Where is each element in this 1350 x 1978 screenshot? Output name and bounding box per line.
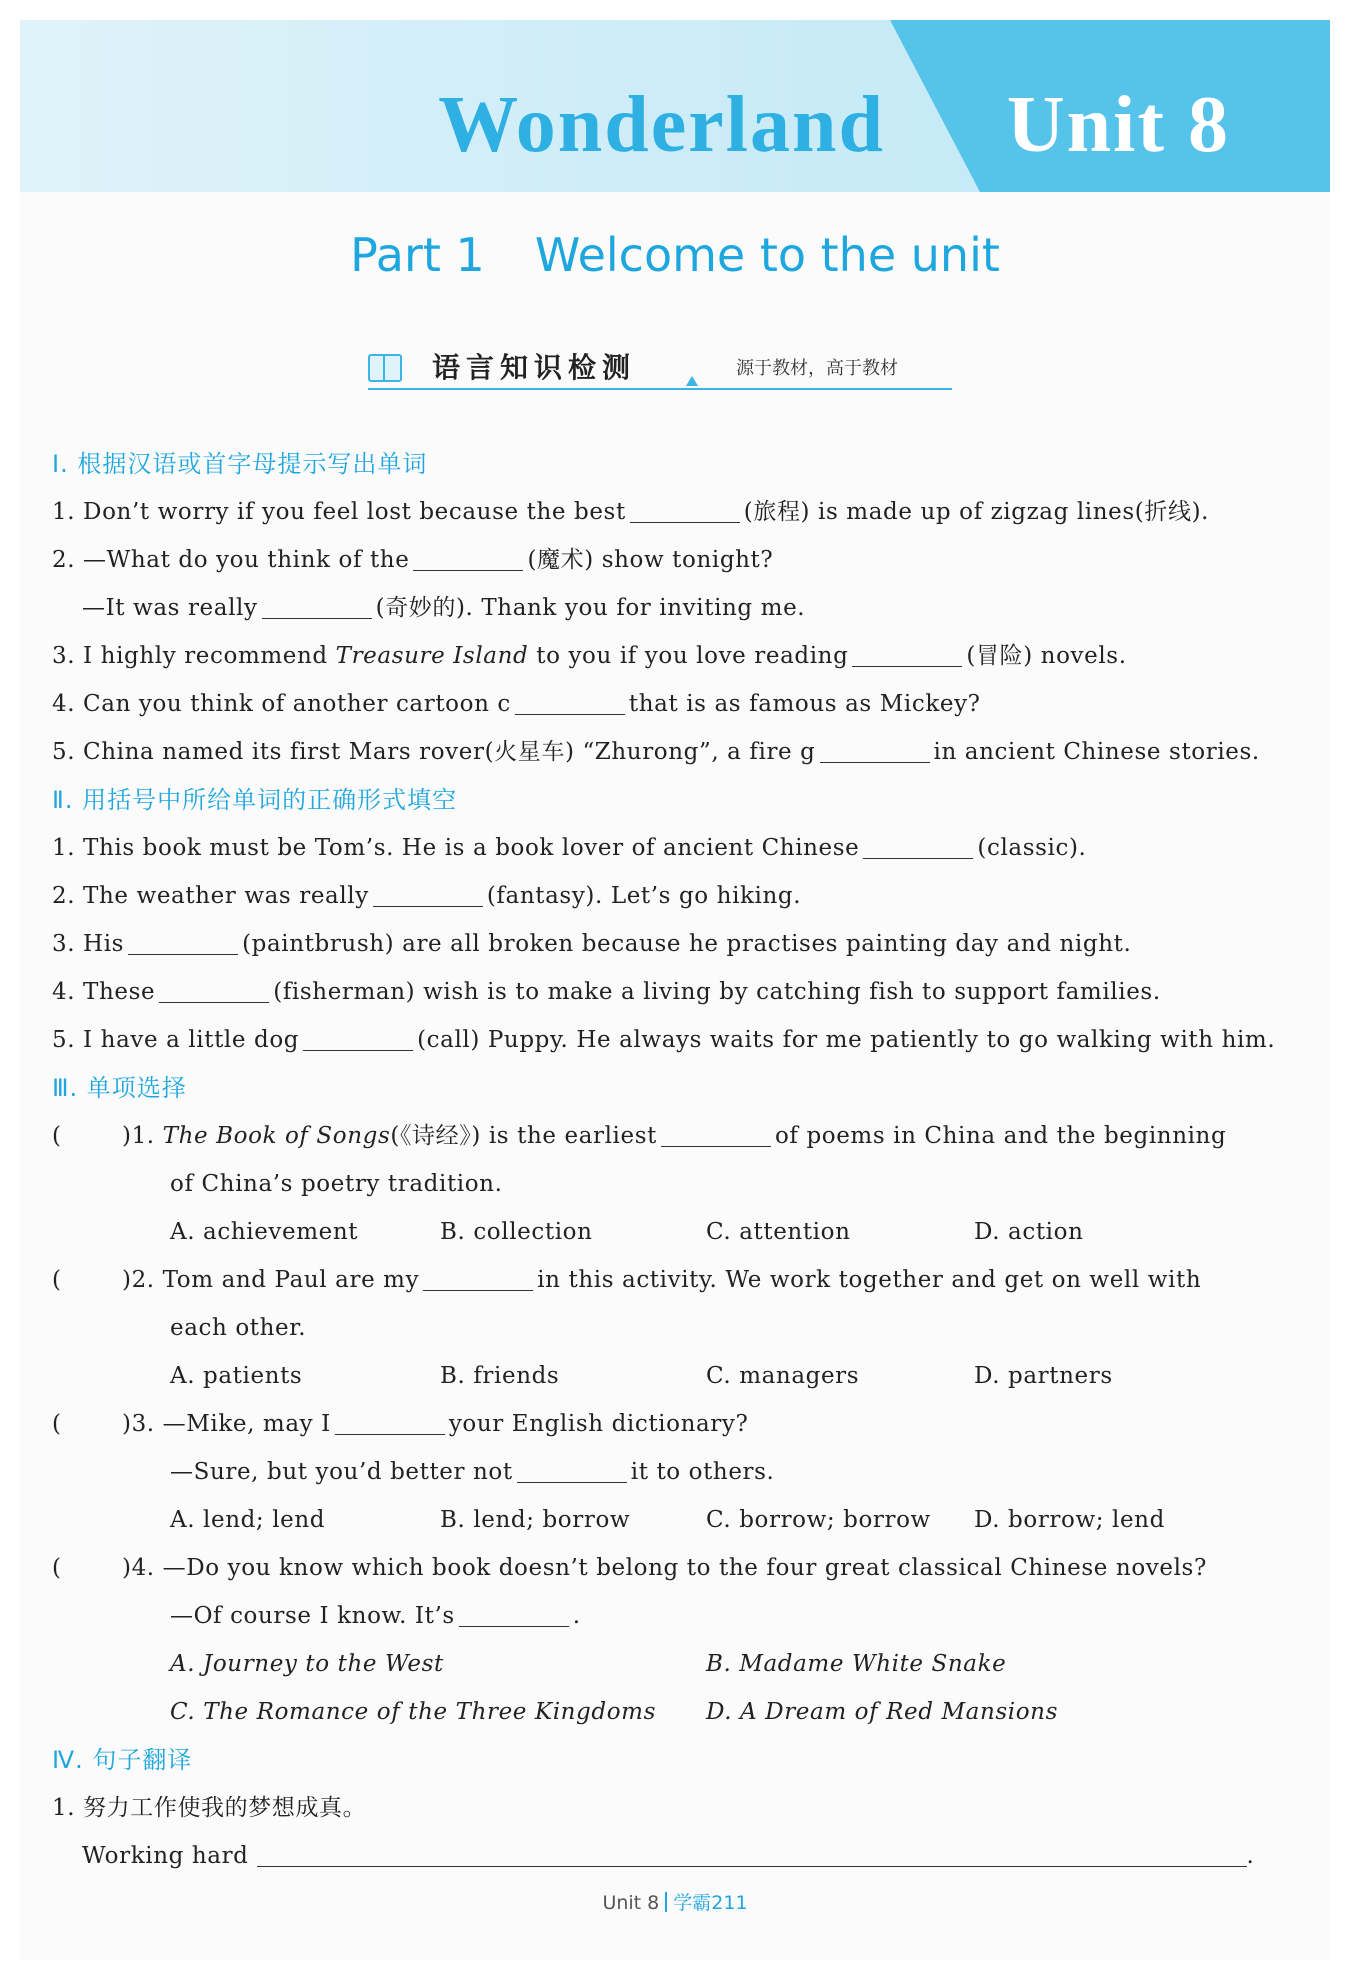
answer-paren[interactable]: ( [52,1555,62,1581]
answer-blank[interactable] [159,976,269,1003]
part-title [0,228,1350,282]
answer-blank [335,1408,445,1435]
question-text: 5. I have a little dog [52,1027,300,1053]
question-text: 2. —What do you think of the [52,547,410,573]
question-text: 5. China named its first Mars rover(火星车) “Zhurong”, a fire g [52,739,816,765]
mcq-2 [52,1256,1282,1304]
answer-blank [517,1456,627,1483]
answer-blank[interactable] [820,736,930,763]
option-d[interactable]: D. action [974,1219,1084,1245]
option-b[interactable]: B. lend; borrow [440,1507,631,1533]
mcq-4-continued [52,1592,1282,1640]
question-2-3 [52,920,1282,968]
part-number: Part 1 [350,228,485,282]
option-a[interactable]: A. lend; lend [170,1507,326,1533]
question-2-1 [52,824,1282,872]
answer-blank [423,1264,533,1291]
question-text: it to others. [630,1459,775,1485]
answer-period: . [1246,1843,1255,1869]
question-text: 2. The weather was really [52,883,369,909]
part-name: Welcome to the unit [534,228,1000,282]
section-banner-subtitle: 源于教材，高于教材 [736,358,898,379]
unit-number: Unit 8 [1006,81,1230,169]
question-text: 1. Don’t worry if you feel lost because the best [52,499,626,525]
question-text: —Do you know which book doesn’t belong to the four great classical Chinese novels? [162,1555,1207,1581]
question-1-1 [52,488,1282,536]
mcq-3 [52,1400,1282,1448]
answer-paren[interactable]: ( [52,1267,62,1293]
answer-blank[interactable] [413,544,523,571]
question-text: that is as famous as Mickey? [628,691,981,717]
question-1-3 [52,632,1282,680]
option-d[interactable]: D. borrow; lend [974,1507,1165,1533]
question-number: )1. [122,1123,155,1149]
section-banner-title: 语言知识检测 [432,351,637,384]
question-1-2-reply [52,584,1282,632]
answer-blank[interactable] [373,880,483,907]
question-text: 4. These [52,979,156,1005]
question-text: 1. This book must be Tom’s. He is a book lover of ancient Chinese [52,835,860,861]
question-text: (classic). [977,835,1087,861]
answer-blank[interactable] [630,496,740,523]
option-b[interactable]: B. Madame White Snake [706,1651,1007,1677]
mcq-2-options [52,1352,1282,1400]
mcq-3-options [52,1496,1282,1544]
option-a[interactable]: A. patients [170,1363,303,1389]
answer-paren[interactable]: ( [52,1411,62,1437]
question-text: to you if you love reading [536,643,849,669]
question-number: )3. [122,1411,155,1437]
question-text: (奇妙的). Thank you for inviting me. [375,595,806,621]
question-text: —Mike, may I [162,1411,331,1437]
answer-paren[interactable]: ( [52,1123,62,1149]
mcq-4 [52,1544,1282,1592]
book-title: Treasure Island [335,643,529,669]
translation-1-prompt: 1. 努力工作使我的梦想成真。 [52,1795,367,1821]
mcq-1 [52,1112,1282,1160]
option-c[interactable]: C. managers [706,1363,860,1389]
footer-unit: Unit 8 [602,1892,660,1914]
question-text: (fantasy). Let’s go hiking. [486,883,802,909]
answer-blank[interactable] [515,688,625,715]
question-text: —Sure, but you’d better not [170,1459,513,1485]
question-text: —Of course I know. It’s [170,1603,455,1629]
question-text: (fisherman) wish is to make a living by catching fish to support families. [273,979,1161,1005]
question-1-2 [52,536,1282,584]
footer-brand: 学霸 [673,1892,712,1914]
exercise-content [52,440,1282,1880]
question-text: (旅程) is made up of zigzag lines(折线). [743,499,1210,525]
question-text: 3. His [52,931,125,957]
mcq-1-options [52,1208,1282,1256]
question-text: (魔术) show tonight? [527,547,774,573]
question-text: in ancient Chinese stories. [933,739,1260,765]
option-b[interactable]: B. friends [440,1363,560,1389]
answer-blank[interactable] [863,832,973,859]
question-1-5 [52,728,1282,776]
section-banner [368,346,952,390]
mcq-1-continued: of China’s poetry tradition. [170,1171,503,1197]
translation-1-answer [52,1832,1282,1880]
mcq-2-continued: each other. [170,1315,307,1341]
question-text: . [572,1603,581,1629]
option-c[interactable]: C. attention [706,1219,851,1245]
answer-blank[interactable] [128,928,238,955]
mcq-3-continued [52,1448,1282,1496]
page-number: 211 [711,1892,748,1914]
triangle-marker-icon [686,376,698,386]
option-a[interactable]: A. Journey to the West [170,1651,444,1677]
question-2-5 [52,1016,1282,1064]
section-heading-1: Ⅰ. 根据汉语或首字母提示写出单词 [52,450,428,478]
question-text: 4. Can you think of another cartoon c [52,691,511,717]
question-text: (paintbrush) are all broken because he practises painting day and night. [242,931,1132,957]
option-d[interactable]: D. A Dream of Red Mansions [706,1699,1058,1725]
question-2-2 [52,872,1282,920]
page-footer [0,1888,1350,1915]
question-text: (call) Puppy. He always waits for me patiently to go walking with him. [417,1027,1276,1053]
mcq-4-options-row-2 [52,1688,1282,1736]
answer-blank[interactable] [852,640,962,667]
option-c[interactable]: C. The Romance of the Three Kingdoms [170,1699,656,1725]
unit-title: Wonderland [438,81,885,169]
unit-banner [20,20,1330,192]
question-text: your English dictionary? [448,1411,749,1437]
book-icon [368,354,402,382]
question-number: )4. [122,1555,155,1581]
section-heading-2: Ⅱ. 用括号中所给单词的正确形式填空 [52,786,458,814]
question-number: )2. [122,1267,155,1293]
question-text: (冒险) novels. [966,643,1127,669]
question-1-4 [52,680,1282,728]
answer-blank [459,1600,569,1627]
mcq-4-options-row-1 [52,1640,1282,1688]
question-2-4 [52,968,1282,1016]
footer-separator [665,1892,667,1912]
answer-line[interactable] [257,1840,1247,1867]
option-b[interactable]: B. collection [440,1219,593,1245]
answer-blank[interactable] [262,592,372,619]
answer-blank[interactable] [303,1024,413,1051]
question-text: 3. I highly recommend [52,643,328,669]
option-c[interactable]: C. borrow; borrow [706,1507,931,1533]
section-heading-3: Ⅲ. 单项选择 [52,1074,187,1102]
question-text: (《诗经》) is the earliest [390,1123,657,1149]
option-d[interactable]: D. partners [974,1363,1113,1389]
answer-lead: Working hard [82,1843,249,1869]
section-heading-4: Ⅳ. 句子翻译 [52,1746,193,1774]
book-title: The Book of Songs [162,1123,391,1149]
answer-blank [661,1120,771,1147]
option-a[interactable]: A. achievement [170,1219,359,1245]
question-text: of poems in China and the beginning [774,1123,1227,1149]
question-text: Tom and Paul are my [162,1267,420,1293]
question-text: in this activity. We work together and get on well with [537,1267,1202,1293]
question-text: —It was really [82,595,258,621]
